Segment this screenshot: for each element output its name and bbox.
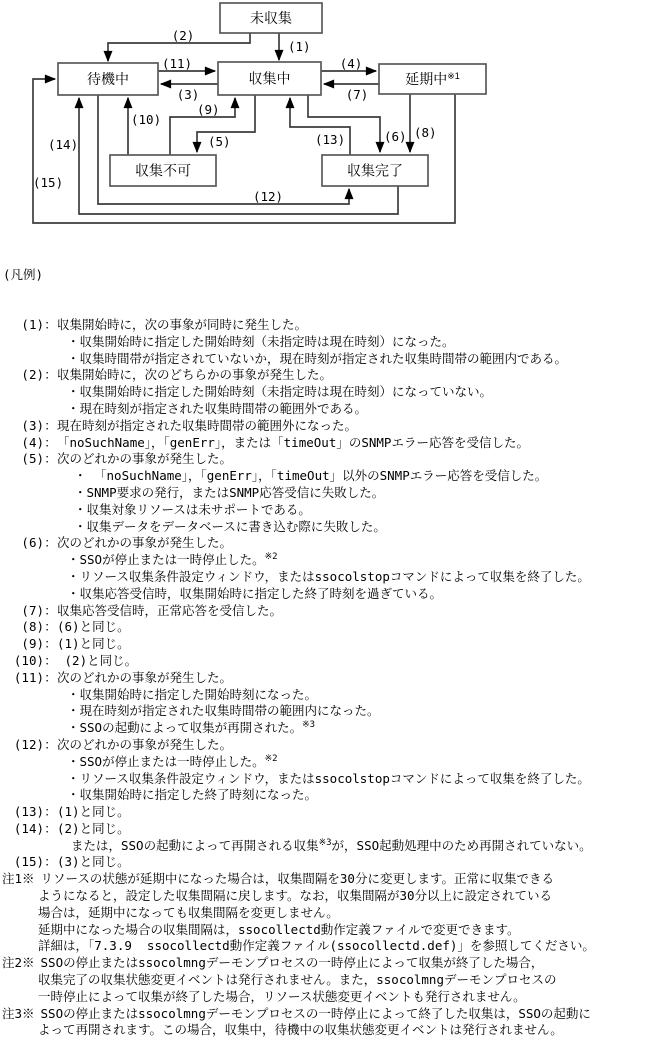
legend-line-text: ・ 「noSuchName」，「genErr」，「timeOut」以外のSNMPエラー応答を受信した。 [74,468,548,484]
transition-label-2: (2) [171,28,195,43]
legend-line-number: (7) [21,602,44,618]
legend-line-text: (2)と同じ。 [57,652,138,668]
legend-line-text: (1)と同じ。 [57,804,130,820]
legend-line-text: ・SSOの起動によって収集が再開された。$^{※3}$ [67,719,316,736]
legend-line-text: ・収集開始時に指定した開始時刻になった。 [67,686,318,702]
legend-line-text: ・SNMP要求の発行，またはSNMP応答受信に失敗した。 [74,484,385,500]
legend-line-number: (5) [21,451,44,467]
legend-line-colon: ： [44,619,57,635]
legend-line [0,552,656,569]
legend-line-number: 注2※ [2,955,35,971]
legend-line-text: 次のどれかの事象が発生した。 [57,451,233,467]
legend-line-text: ・収集開始時に指定した開始時刻（未指定時は現在時刻）になった。 [67,333,455,349]
legend-line-colon: ： [44,669,57,685]
transition-label-4: (4) [339,56,363,71]
legend-line-text: 次のどれかの事象が発生した。 [57,535,233,551]
legend-line [0,771,656,788]
transition-label-6: (6) [384,129,407,144]
legend-line-text: 収集開始時に，次の事象が同時に発生した。 [57,316,308,332]
legend-line-3 [0,418,656,435]
legend-line-number: (10) [13,652,44,668]
legend-line-text: ・収集データをデータベースに書き込む際に失敗した。 [74,518,386,534]
transition-label-14: (14) [48,137,79,152]
legend-line-text: (6)と同じ。 [57,619,130,635]
legend-line [0,502,656,519]
legend-line-text: 収集完了の収集状態変更イベントは発行されません。また，ssocolmngデーモンプロセスの [38,972,557,988]
state-label-sup-postponed: ※1 [447,71,460,81]
legend-line-text: または，SSOの起動によって再開される収集$^{※3}$が，SSO起動処理中のため再開されていない。 [71,837,592,853]
legend-line-colon: ： [44,736,57,752]
legend-line-8 [0,619,656,636]
legend-line-text: ・収集応答受信時，収集開始時に指定した終了時刻を過ぎている。 [67,585,443,601]
transition-label-11: (11) [161,56,193,71]
legend-line-colon: ： [44,652,57,668]
legend-line-text: ようになると，設定した収集間隔に戻します。なお，収集間隔が30分以上に設定されている [38,888,553,904]
legend-line-text: 次のどれかの事象が発生した。 [57,669,233,685]
legend-line [0,519,656,536]
legend-line [0,838,656,855]
legend-line-text: 次のどれかの事象が発生した。 [57,736,233,752]
legend-line-4 [0,435,656,452]
legend-line-number: (14) [13,820,44,836]
legend-line-13 [0,804,656,821]
state-label-not-collected: 未収集 [250,10,292,26]
legend-line-注2 [0,955,656,972]
legend-line-注1 [0,871,656,888]
legend-line-colon: ： [44,434,57,450]
legend-line-text: ・リソース収集条件設定ウィンドウ，またはssocolstopコマンドによって収集を終了した。 [67,770,590,786]
legend-line-number: (6) [21,535,44,551]
legend-line-text: 一時停止によって収集が終了した場合，リソース状態変更イベントも発行されません。 [38,988,526,1004]
legend-line [0,922,656,939]
transition-label-7: (7) [345,87,369,102]
legend-line [0,1022,656,1039]
legend-line-text: 収集応答受信時，正常応答を受信した。 [57,602,283,618]
legend-line [0,401,656,418]
transition-label-9: (9) [197,102,220,117]
legend-line-15 [0,854,656,871]
legend-line [0,787,656,804]
legend-line-6 [0,535,656,552]
legend-line-10 [0,653,656,670]
legend-line-colon: ： [44,602,57,618]
legend-line-5 [0,451,656,468]
transition-label-15: (15) [33,175,64,190]
legend-line-colon: ： [44,316,57,332]
transition-label-3: (3) [176,87,200,102]
legend-line [0,569,656,586]
legend-line-text: ・SSOが停止または一時停止した。$^{※2}$ [67,551,278,568]
legend-line [0,687,656,704]
legend-line-colon: ： [44,451,57,467]
legend-line-number: (2) [21,367,44,383]
state-label-collecting: 収集中 [248,70,291,87]
legend-line-number: (13) [13,804,44,820]
legend-line [0,586,656,603]
legend-line-text: 延期中になった場合の収集間隔は，ssocollectd動作定義ファイルで変更できます。 [38,921,520,937]
legend-line-text: 「noSuchName」，「genErr」，または「timeOut」のSNMPエラー応答を受信した。 [57,434,529,450]
legend-line-12 [0,737,656,754]
transition-label-1: (1) [288,39,311,54]
legend-line-number: 注1※ [2,871,35,887]
legend-line-text: SSOの停止またはssocolmngデーモンプロセスの一時停止によって終了した収集は，SSOの起動に [40,1005,591,1021]
legend-line [0,334,656,351]
legend-line-colon: ： [44,804,57,820]
legend-line-text: リソースの状態が延期中になった場合は，収集間隔を30分に変更します。正常に収集できる [40,871,554,887]
state-transition-diagram [0,0,656,233]
legend-line-text: よって再開されます。この場合，収集中，待機中の収集状態変更イベントは発行されません。 [38,1022,563,1038]
legend-line-colon: ： [44,636,57,652]
legend [0,233,656,1056]
legend-line [0,384,656,401]
legend-line-number: (3) [21,417,44,433]
legend-line [0,888,656,905]
legend-line [0,703,656,720]
legend-line-text: SSOの停止またはssocolmngデーモンプロセスの一時停止によって収集が終了した場合， [40,955,544,971]
legend-line-text: ・収集時間帯が指定されていないか，現在時刻が指定された収集時間帯の範囲内である。 [67,350,568,366]
legend-line [0,485,656,502]
legend-line-text: ・収集開始時に指定した終了時刻になった。 [67,787,318,803]
legend-line-number: (4) [21,434,44,450]
legend-heading: (凡例) [3,266,44,282]
legend-line-text: 収集開始時に，次のどちらかの事象が発生した。 [57,367,333,383]
state-label-postponed: 延期中$^{※1}$ [405,71,460,87]
legend-line-colon: ： [44,367,57,383]
legend-line-text: ・現在時刻が指定された収集時間帯の範囲外である。 [67,400,368,416]
legend-line-11 [0,670,656,687]
legend-line [0,468,656,485]
legend-line-9 [0,636,656,653]
legend-line [0,754,656,771]
legend-line-colon: ： [44,417,57,433]
legend-line-text: (2)と同じ。 [57,820,130,836]
legend-line-text: (1)と同じ。 [57,636,130,652]
legend-line-number: (11) [13,669,44,685]
legend-line [0,972,656,989]
legend-line-1 [0,317,656,334]
transition-label-8: (8) [414,125,437,140]
transition-label-5: (5) [208,134,231,149]
state-label-waiting: 待機中 [87,71,129,87]
legend-lines [0,317,656,1039]
legend-line-number: 注3※ [2,1005,35,1021]
legend-line-colon: ： [44,854,57,870]
legend-line-text: 現在時刻が指定された収集時間帯の範囲外になった。 [57,417,358,433]
legend-line [0,905,656,922]
legend-line-colon: ： [44,820,57,836]
legend-line-number: (12) [13,736,44,752]
legend-line [0,351,656,368]
legend-line-14 [0,821,656,838]
legend-line-text: (3)と同じ。 [57,854,130,870]
transition-label-12: (12) [252,189,284,204]
legend-line-text: ・リソース収集条件設定ウィンドウ，またはssocolstopコマンドによって収集を終了した。 [67,568,590,584]
state-diagram-figure [0,0,656,233]
legend-line-注3 [0,1006,656,1023]
legend-line [0,938,656,955]
legend-line-text: ・収集開始時に指定した開始時刻（未指定時は現在時刻）になっていない。 [67,384,493,400]
legend-line-number: (8) [21,619,44,635]
transition-label-10: (10) [131,112,162,127]
legend-line-number: (9) [21,636,44,652]
state-label-not-collectable: 収集不可 [135,162,191,179]
legend-line [0,989,656,1006]
legend-line-text: 詳細は，「7.3.9 ssocollectd動作定義ファイル(ssocollectd.def)」を参照してください。 [38,938,595,954]
legend-line-text: ・現在時刻が指定された収集時間帯の範囲内になった。 [67,703,380,719]
legend-line-text: ・SSOが停止または一時停止した。$^{※2}$ [67,753,278,769]
legend-line-number: (15) [13,854,44,870]
legend-line-text: 場合は，延期中になっても収集間隔を変更しません。 [38,904,339,920]
legend-line-2 [0,367,656,384]
legend-line [0,720,656,737]
legend-line-colon: ： [44,535,57,551]
legend-line-text: ・収集対象リソースは未サポートである。 [74,501,311,517]
transition-label-13: (13) [315,132,346,147]
state-label-collection-finished: 収集完了 [347,162,403,179]
transition-line-15 [33,79,455,223]
legend-line-7 [0,603,656,620]
legend-line-number: (1) [21,316,44,332]
